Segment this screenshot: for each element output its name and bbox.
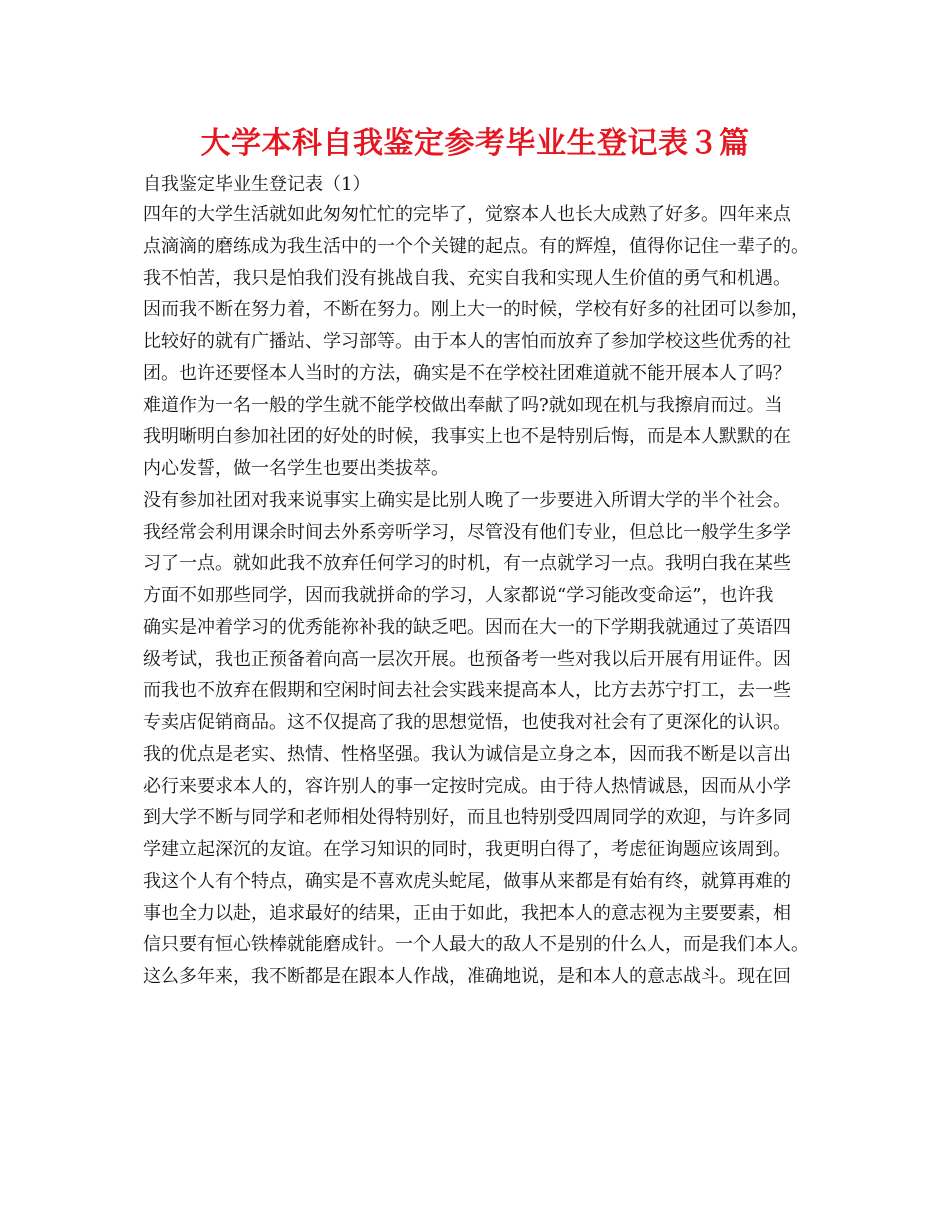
paragraph-line: 比较好的就有广播站、学习部等。由于本人的害怕而放弃了参加学校这些优秀的社: [143, 331, 791, 352]
paragraph-line: 因而我不断在努力着，不断在努力。刚上大一的时候，学校有好多的社团可以参加，: [143, 299, 809, 321]
paragraph-line: 专卖店促销商品。这不仅提高了我的思想觉悟，也使我对社会有了更深化的认识。: [143, 712, 791, 733]
paragraph-line: 到大学不断与同学和老师相处得特别好，而且也特别受四周同学的欢迎，与许多同: [143, 807, 791, 829]
paragraph-line: 我经常会利用课余时间去外系旁听学习，尽管没有他们专业，但总比一般学生多学: [143, 521, 791, 543]
paragraph-line: 内心发誓，做一名学生也要出类拔萃。: [143, 458, 449, 479]
paragraph-line: 级考试，我也正预备着向高一层次开展。也预备考一些对我以后开展有用证件。因: [143, 648, 791, 670]
paragraph-line: 点滴滴的磨练成为我生活中的一个个关键的起点。有的辉煌，值得你记住一辈子的。: [143, 235, 809, 257]
paragraph-line: 确实是冲着学习的优秀能祢补我的缺乏吧。因而在大一的下学期我就通过了英语四: [143, 616, 791, 638]
paragraph-line: 难道作为一名一般的学生就不能学校做出奉献了吗?就如现在机与我擦肩而过。当: [143, 394, 783, 416]
paragraph-line: 学建立起深沉的友谊。在学习知识的同时，我更明白得了，考虑征询题应该周到。: [143, 839, 791, 860]
paragraph-line: 而我也不放弃在假期和空闲时间去社会实践来提高本人，比方去苏宁打工，去一些: [143, 680, 791, 702]
paragraph-line: 团。也许还要怪本人当时的方法，确实是不在学校社团难道就不能开展本人了吗？: [143, 362, 791, 384]
document-title: 大学本科自我鉴定参考毕业生登记表３篇: [200, 126, 750, 161]
paragraph-line: 信只要有恒心铁棒就能磨成针。一个人最大的敌人不是别的什么人，而是我们本人。: [143, 934, 809, 956]
paragraph-line: 我不怕苦，我只是怕我们没有挑战自我、充实自我和实现人生价值的勇气和机遇。: [143, 267, 791, 289]
paragraph-line: 没有参加社团对我来说事实上确实是比别人晚了一步要进入所谓大学的半个社会。: [143, 489, 791, 511]
paragraph-line: 四年的大学生活就如此匆匆忙忙的完毕了，觉察本人也长大成熟了好多。四年来点: [143, 204, 791, 225]
document-body: [143, 171, 833, 993]
paragraph-line: 我的优点是老实、热情、性格坚强。我认为诚信是立身之本，因而我不断是以言出: [143, 743, 791, 765]
section-heading: 自我鉴定毕业生登记表（1）: [143, 174, 371, 195]
paragraph-line: 我这个人有个特点，确实是不喜欢虎头蛇尾，做事从来都是有始有终，就算再难的: [143, 870, 791, 892]
paragraph-line: 必行来要求本人的，容许别人的事一定按时完成。由于待人热情诚恳，因而从小学: [143, 775, 791, 797]
paragraph-line: 方面不如那些同学，因而我就拼命的学习，人家都说“学习能改变命运”，也许我: [143, 585, 774, 606]
paragraph-line: 习了一点。就如此我不放弃任何学习的时机，有一点就学习一点。我明白我在某些: [143, 553, 791, 575]
paragraph-line: 事也全力以赴，追求最好的结果，正由于如此，我把本人的意志视为主要要素，相: [143, 902, 791, 924]
paragraph-line: 我明晰明白参加社团的好处的时候，我事实上也不是特别后悔，而是本人默默的在: [143, 426, 791, 448]
paragraph-line: 这么多年来，我不断都是在跟本人作战，准确地说，是和本人的意志战斗。现在回: [143, 966, 791, 987]
